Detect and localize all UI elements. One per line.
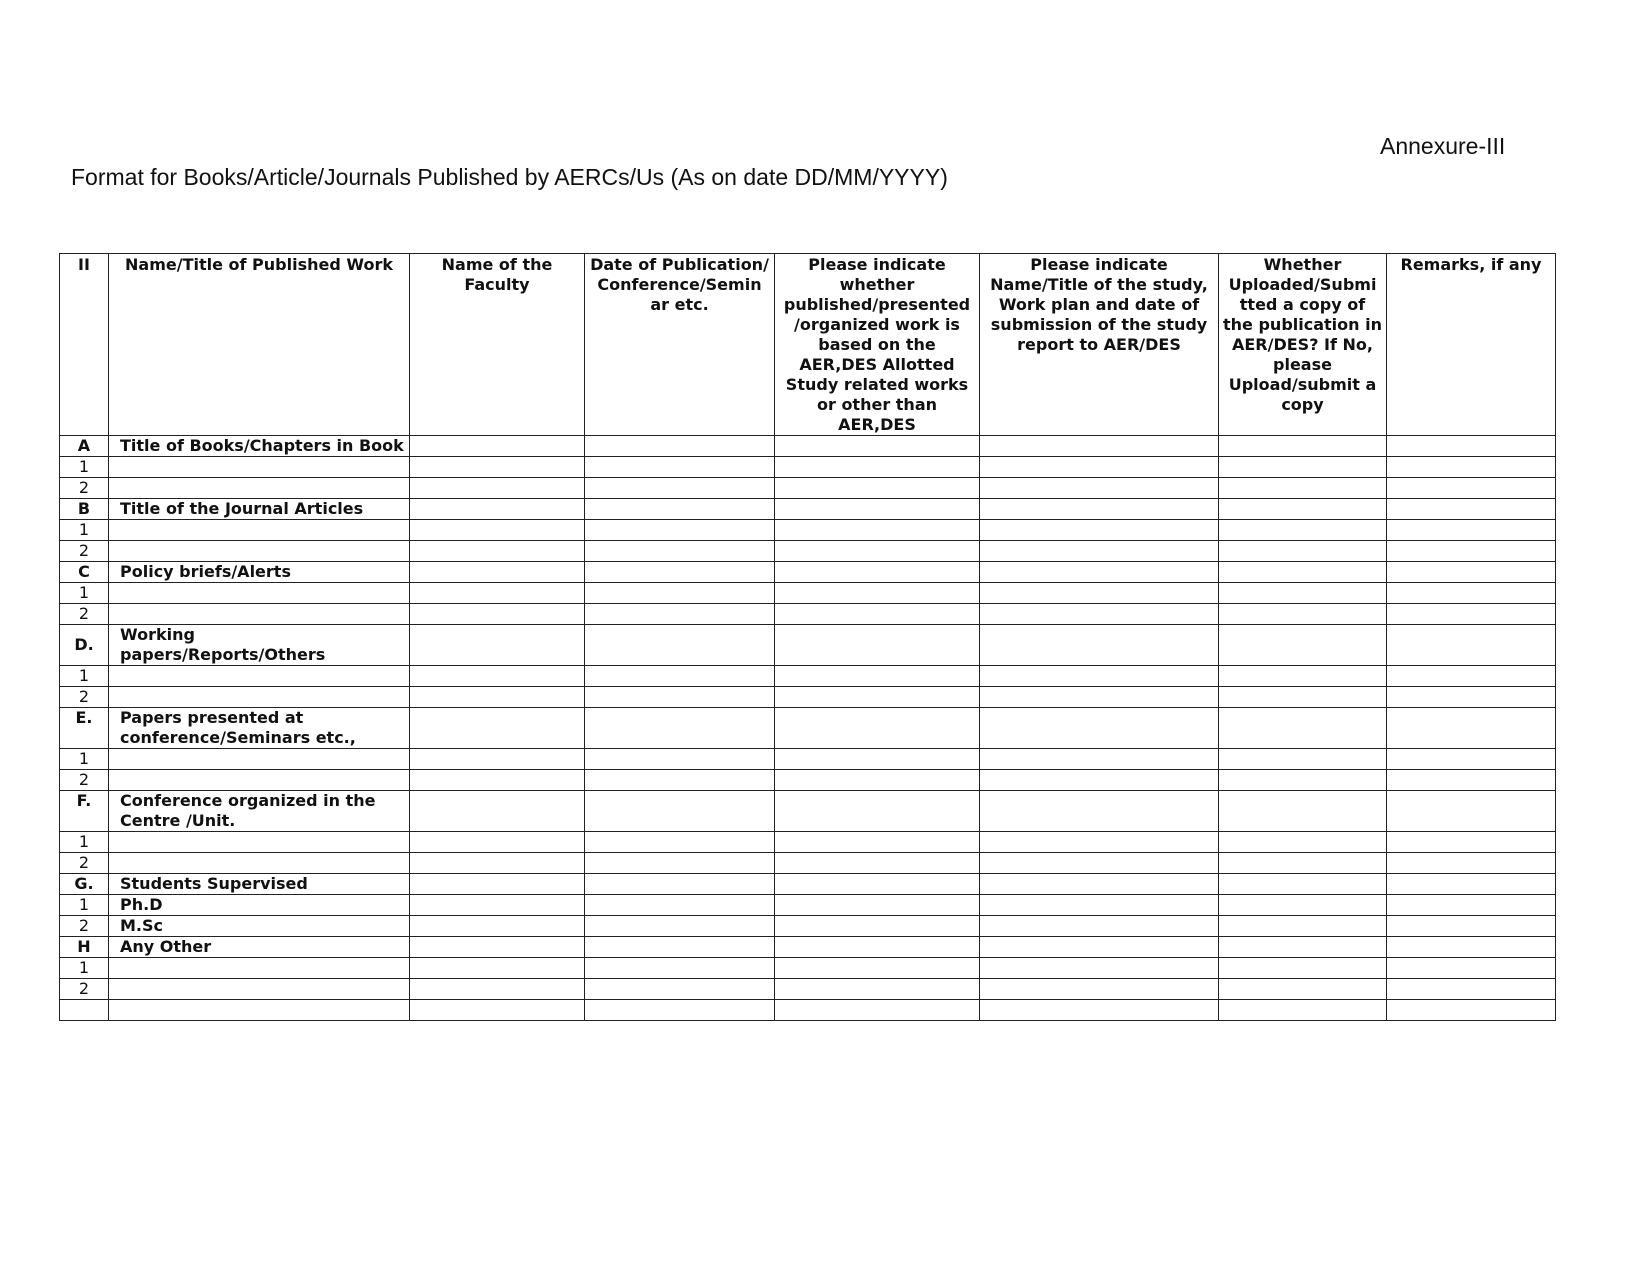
empty-cell xyxy=(585,937,775,958)
row-serial: 2 xyxy=(60,687,109,708)
table-row xyxy=(60,583,1556,604)
row-serial: 1 xyxy=(60,520,109,541)
row-label: Working papers/Reports/Others xyxy=(109,625,410,666)
row-label xyxy=(109,478,410,499)
row-label xyxy=(109,958,410,979)
table-row xyxy=(60,853,1556,874)
empty-cell xyxy=(410,625,585,666)
empty-cell xyxy=(775,708,980,749)
table-row xyxy=(60,791,1556,832)
table-row xyxy=(60,937,1556,958)
table-row xyxy=(60,958,1556,979)
empty-cell xyxy=(1219,832,1387,853)
empty-cell xyxy=(585,436,775,457)
empty-cell xyxy=(1387,625,1556,666)
row-label xyxy=(109,541,410,562)
empty-cell xyxy=(980,749,1219,770)
empty-cell xyxy=(1387,916,1556,937)
table-row xyxy=(60,874,1556,895)
empty-cell xyxy=(1387,853,1556,874)
row-serial: 2 xyxy=(60,853,109,874)
empty-cell xyxy=(1387,436,1556,457)
table-row xyxy=(60,520,1556,541)
row-label xyxy=(109,853,410,874)
row-serial: H xyxy=(60,937,109,958)
header-study-details: Please indicate Name/Title of the study, Work plan and date of submission of the study report to AER/DES xyxy=(980,254,1219,436)
table-row xyxy=(60,895,1556,916)
empty-cell xyxy=(1219,853,1387,874)
empty-cell xyxy=(1387,937,1556,958)
row-serial: F. xyxy=(60,791,109,832)
empty-cell xyxy=(1387,749,1556,770)
empty-cell xyxy=(980,832,1219,853)
empty-cell xyxy=(775,541,980,562)
table-header-row xyxy=(60,254,1556,436)
row-label: Conference organized in the Centre /Unit. xyxy=(109,791,410,832)
row-label xyxy=(109,457,410,478)
empty-cell xyxy=(410,436,585,457)
empty-cell xyxy=(980,937,1219,958)
row-label xyxy=(109,520,410,541)
header-date: Date of Publication/ Conference/Semin ar etc. xyxy=(585,254,775,436)
empty-cell xyxy=(1219,457,1387,478)
empty-cell xyxy=(1387,958,1556,979)
empty-cell xyxy=(775,666,980,687)
empty-cell xyxy=(585,874,775,895)
empty-cell xyxy=(980,520,1219,541)
empty-cell xyxy=(980,666,1219,687)
empty-cell xyxy=(980,478,1219,499)
empty-cell xyxy=(585,895,775,916)
empty-cell xyxy=(1219,1000,1387,1021)
empty-cell xyxy=(1387,478,1556,499)
empty-cell xyxy=(775,562,980,583)
empty-cell xyxy=(1219,979,1387,1000)
row-serial xyxy=(60,1000,109,1021)
empty-cell xyxy=(980,895,1219,916)
empty-cell xyxy=(1387,457,1556,478)
empty-cell xyxy=(775,583,980,604)
empty-cell xyxy=(585,979,775,1000)
empty-cell xyxy=(1387,541,1556,562)
table-row xyxy=(60,708,1556,749)
row-serial: G. xyxy=(60,874,109,895)
empty-cell xyxy=(775,749,980,770)
document-title: Format for Books/Article/Journals Published by AERCs/Us (As on date DD/MM/YYYY) xyxy=(71,164,948,190)
table-row xyxy=(60,1000,1556,1021)
empty-cell xyxy=(775,625,980,666)
header-published-work: Name/Title of Published Work xyxy=(109,254,410,436)
empty-cell xyxy=(585,708,775,749)
empty-cell xyxy=(775,436,980,457)
empty-cell xyxy=(585,583,775,604)
empty-cell xyxy=(1219,749,1387,770)
table-row xyxy=(60,478,1556,499)
empty-cell xyxy=(1219,687,1387,708)
row-serial: 2 xyxy=(60,916,109,937)
empty-cell xyxy=(410,457,585,478)
empty-cell xyxy=(410,979,585,1000)
row-label: Title of the Journal Articles xyxy=(109,499,410,520)
empty-cell xyxy=(585,562,775,583)
row-serial: 2 xyxy=(60,478,109,499)
table-row xyxy=(60,666,1556,687)
empty-cell xyxy=(775,499,980,520)
empty-cell xyxy=(775,478,980,499)
empty-cell xyxy=(980,625,1219,666)
empty-cell xyxy=(775,979,980,1000)
empty-cell xyxy=(585,625,775,666)
empty-cell xyxy=(1387,1000,1556,1021)
empty-cell xyxy=(1387,895,1556,916)
empty-cell xyxy=(775,770,980,791)
empty-cell xyxy=(775,916,980,937)
empty-cell xyxy=(585,541,775,562)
table-row xyxy=(60,916,1556,937)
empty-cell xyxy=(775,895,980,916)
empty-cell xyxy=(980,958,1219,979)
empty-cell xyxy=(980,562,1219,583)
empty-cell xyxy=(410,687,585,708)
row-serial: B xyxy=(60,499,109,520)
row-label xyxy=(109,749,410,770)
empty-cell xyxy=(775,853,980,874)
empty-cell xyxy=(1387,562,1556,583)
empty-cell xyxy=(410,895,585,916)
empty-cell xyxy=(1387,687,1556,708)
empty-cell xyxy=(1387,604,1556,625)
empty-cell xyxy=(1387,791,1556,832)
empty-cell xyxy=(1219,562,1387,583)
header-uploaded: Whether Uploaded/Submi tted a copy of the publication in AER/DES? If No, please Upload/submit a copy xyxy=(1219,254,1387,436)
empty-cell xyxy=(585,520,775,541)
empty-cell xyxy=(1219,436,1387,457)
row-serial: 1 xyxy=(60,666,109,687)
empty-cell xyxy=(585,916,775,937)
row-label xyxy=(109,666,410,687)
row-label: Students Supervised xyxy=(109,874,410,895)
row-serial: 2 xyxy=(60,604,109,625)
empty-cell xyxy=(1219,916,1387,937)
row-serial: C xyxy=(60,562,109,583)
row-serial: E. xyxy=(60,708,109,749)
empty-cell xyxy=(980,874,1219,895)
empty-cell xyxy=(410,874,585,895)
row-serial: 1 xyxy=(60,583,109,604)
row-serial: 2 xyxy=(60,541,109,562)
empty-cell xyxy=(1387,520,1556,541)
empty-cell xyxy=(980,916,1219,937)
empty-cell xyxy=(585,478,775,499)
empty-cell xyxy=(1387,832,1556,853)
header-serial: II xyxy=(60,254,109,436)
empty-cell xyxy=(410,562,585,583)
empty-cell xyxy=(1219,666,1387,687)
empty-cell xyxy=(980,457,1219,478)
empty-cell xyxy=(1219,604,1387,625)
empty-cell xyxy=(1219,791,1387,832)
row-serial: 2 xyxy=(60,979,109,1000)
empty-cell xyxy=(1387,979,1556,1000)
empty-cell xyxy=(585,1000,775,1021)
row-label: Title of Books/Chapters in Book xyxy=(109,436,410,457)
empty-cell xyxy=(1387,666,1556,687)
empty-cell xyxy=(775,604,980,625)
empty-cell xyxy=(980,770,1219,791)
empty-cell xyxy=(775,958,980,979)
empty-cell xyxy=(410,853,585,874)
empty-cell xyxy=(410,666,585,687)
empty-cell xyxy=(980,708,1219,749)
table-row xyxy=(60,625,1556,666)
row-label: Any Other xyxy=(109,937,410,958)
empty-cell xyxy=(775,874,980,895)
empty-cell xyxy=(1219,770,1387,791)
empty-cell xyxy=(775,832,980,853)
empty-cell xyxy=(980,853,1219,874)
empty-cell xyxy=(980,1000,1219,1021)
empty-cell xyxy=(410,937,585,958)
empty-cell xyxy=(585,604,775,625)
row-serial: 1 xyxy=(60,895,109,916)
empty-cell xyxy=(410,749,585,770)
row-serial: D. xyxy=(60,625,109,666)
empty-cell xyxy=(775,457,980,478)
table-row xyxy=(60,979,1556,1000)
row-label xyxy=(109,604,410,625)
empty-cell xyxy=(585,457,775,478)
row-label xyxy=(109,687,410,708)
empty-cell xyxy=(775,937,980,958)
empty-cell xyxy=(1219,520,1387,541)
empty-cell xyxy=(1219,874,1387,895)
empty-cell xyxy=(410,770,585,791)
empty-cell xyxy=(980,687,1219,708)
empty-cell xyxy=(980,604,1219,625)
empty-cell xyxy=(1219,937,1387,958)
empty-cell xyxy=(1387,708,1556,749)
empty-cell xyxy=(980,979,1219,1000)
empty-cell xyxy=(1387,583,1556,604)
empty-cell xyxy=(1219,583,1387,604)
empty-cell xyxy=(775,1000,980,1021)
empty-cell xyxy=(585,770,775,791)
table-row xyxy=(60,436,1556,457)
empty-cell xyxy=(410,541,585,562)
empty-cell xyxy=(1219,499,1387,520)
row-label: Papers presented at conference/Seminars etc., xyxy=(109,708,410,749)
empty-cell xyxy=(410,791,585,832)
empty-cell xyxy=(1219,478,1387,499)
row-label xyxy=(109,979,410,1000)
empty-cell xyxy=(980,499,1219,520)
row-serial: 1 xyxy=(60,832,109,853)
empty-cell xyxy=(980,583,1219,604)
row-label: Ph.D xyxy=(109,895,410,916)
row-label: Policy briefs/Alerts xyxy=(109,562,410,583)
row-serial: 2 xyxy=(60,770,109,791)
empty-cell xyxy=(410,708,585,749)
row-serial: 1 xyxy=(60,457,109,478)
header-aer-based: Please indicate whether published/presented /organized work is based on the AER,DES Allotted Study related works or other than AER,DES xyxy=(775,254,980,436)
empty-cell xyxy=(410,916,585,937)
empty-cell xyxy=(1219,541,1387,562)
empty-cell xyxy=(1219,958,1387,979)
header-remarks: Remarks, if any xyxy=(1387,254,1556,436)
row-serial: 1 xyxy=(60,749,109,770)
header-faculty: Name of the Faculty xyxy=(410,254,585,436)
empty-cell xyxy=(775,520,980,541)
empty-cell xyxy=(410,520,585,541)
table-row xyxy=(60,770,1556,791)
empty-cell xyxy=(980,541,1219,562)
table-row xyxy=(60,749,1556,770)
row-label xyxy=(109,583,410,604)
empty-cell xyxy=(980,791,1219,832)
empty-cell xyxy=(980,436,1219,457)
empty-cell xyxy=(775,791,980,832)
empty-cell xyxy=(585,499,775,520)
table-body xyxy=(60,436,1556,1021)
empty-cell xyxy=(410,1000,585,1021)
table-row xyxy=(60,687,1556,708)
table-row xyxy=(60,541,1556,562)
empty-cell xyxy=(410,958,585,979)
empty-cell xyxy=(410,583,585,604)
empty-cell xyxy=(410,832,585,853)
empty-cell xyxy=(775,687,980,708)
table-row xyxy=(60,604,1556,625)
row-label xyxy=(109,1000,410,1021)
empty-cell xyxy=(585,749,775,770)
empty-cell xyxy=(1219,625,1387,666)
empty-cell xyxy=(585,666,775,687)
publications-table xyxy=(59,253,1556,1021)
empty-cell xyxy=(1219,708,1387,749)
empty-cell xyxy=(585,853,775,874)
row-serial: 1 xyxy=(60,958,109,979)
table-row xyxy=(60,499,1556,520)
empty-cell xyxy=(410,604,585,625)
table-row xyxy=(60,832,1556,853)
empty-cell xyxy=(585,832,775,853)
empty-cell xyxy=(410,478,585,499)
row-label xyxy=(109,770,410,791)
empty-cell xyxy=(1219,895,1387,916)
annexure-label: Annexure-III xyxy=(1380,133,1506,159)
row-label: M.Sc xyxy=(109,916,410,937)
row-serial: A xyxy=(60,436,109,457)
empty-cell xyxy=(585,791,775,832)
empty-cell xyxy=(1387,770,1556,791)
empty-cell xyxy=(585,687,775,708)
empty-cell xyxy=(1387,874,1556,895)
empty-cell xyxy=(1387,499,1556,520)
row-label xyxy=(109,832,410,853)
empty-cell xyxy=(585,958,775,979)
table-row xyxy=(60,562,1556,583)
empty-cell xyxy=(410,499,585,520)
table-row xyxy=(60,457,1556,478)
